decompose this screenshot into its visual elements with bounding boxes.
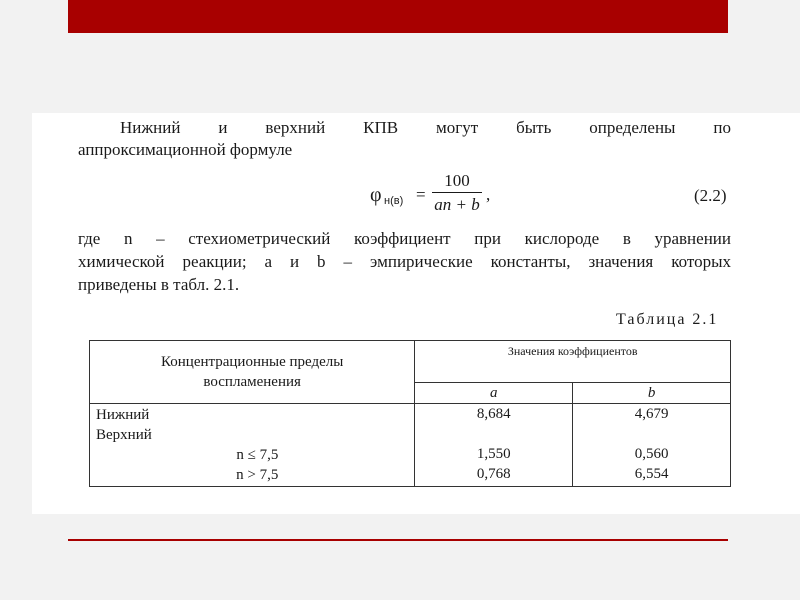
- b-value-n-gt: 6,554: [634, 466, 669, 482]
- header-limits-line-2: воспламенения: [203, 374, 301, 390]
- row-label-lower: Нижний: [96, 407, 150, 423]
- formula-numerator: 100: [444, 171, 470, 190]
- header-limits-line-1: Концентрационные пределы: [161, 354, 344, 370]
- formula-denominator: an + b: [434, 195, 480, 214]
- a-value-upper: [415, 424, 572, 444]
- table-caption: Таблица 2.1: [616, 311, 719, 328]
- formula-comma: ,: [486, 185, 491, 204]
- intro-line-1: Нижний и верхний КПВ могут быть определены по: [120, 118, 731, 137]
- row-label-upper: Верхний: [96, 427, 152, 443]
- a-value-lower: 8,684: [476, 406, 511, 422]
- explanation-paragraph: [78, 227, 731, 296]
- a-value-n-le: 1,550: [476, 446, 511, 462]
- col-b-values: [573, 404, 731, 487]
- fraction-bar: [432, 192, 482, 193]
- header-b: b: [573, 382, 731, 403]
- bottom-accent-line: [68, 539, 728, 541]
- formula-equals: =: [416, 185, 426, 204]
- explanation-line-1: где n – стехиометрический коэффициент при кислороде в уравнении: [78, 229, 731, 248]
- header-a: a: [415, 382, 573, 403]
- formula-phi: φ: [370, 184, 382, 206]
- equation-number: (2.2): [694, 186, 727, 205]
- b-value-upper: [573, 424, 730, 444]
- coefficients-table: [89, 340, 731, 487]
- table-row-labels: [90, 404, 415, 487]
- header-limits: [90, 341, 415, 404]
- formula-fraction: [432, 171, 482, 216]
- b-value-lower: 4,679: [634, 406, 669, 422]
- header-coefficients: Значения коэффициентов: [415, 341, 731, 383]
- row-label-n-le: n ≤ 7,5: [236, 447, 279, 463]
- b-value-n-le: 0,560: [634, 446, 669, 462]
- formula-subscript: н(в): [384, 195, 404, 207]
- a-value-n-gt: 0,768: [476, 466, 511, 482]
- intro-line-2: аппроксимационной формуле: [78, 140, 293, 159]
- col-a-values: [415, 404, 573, 487]
- explanation-line-3: приведены в табл. 2.1.: [78, 275, 240, 294]
- row-label-n-gt: n > 7,5: [236, 467, 279, 483]
- top-accent-bar: [68, 0, 728, 33]
- intro-paragraph: [78, 117, 731, 161]
- explanation-line-2: химической реакции; a и b – эмпирические константы, значения которых: [78, 252, 731, 271]
- document-page: [32, 113, 800, 514]
